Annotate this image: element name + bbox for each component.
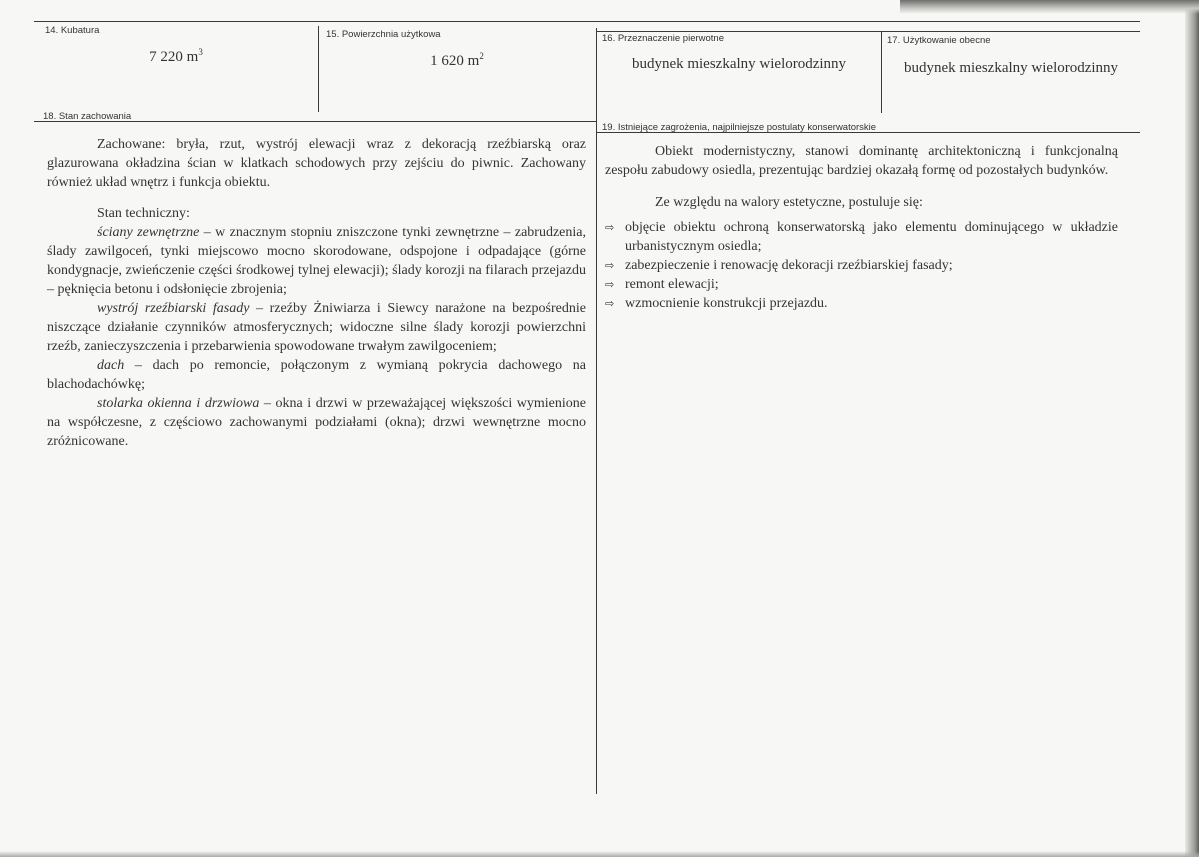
arrow-right-outline-icon: ⇨	[605, 297, 615, 310]
arrow-right-outline-icon: ⇨	[605, 221, 615, 234]
stan-item-stolarka	[47, 394, 586, 451]
zagrozenia-label: 19. Istniejące zagrożenia, najpilniejsze postulaty konserwatorskie	[602, 122, 877, 133]
uzytkowanie-value: budynek mieszkalny wielorodzinny	[903, 60, 1119, 76]
stan-item-term: stolarka okienna i drzwiowa	[97, 396, 260, 411]
przeznaczenie-value: budynek mieszkalny wielorodzinny	[631, 56, 847, 72]
postulate-item	[605, 218, 1118, 256]
top-rule	[34, 21, 1140, 22]
stan-item-text: – dach po remoncie, połączonym z wymianą pokrycia dachowego na blachodachówkę;	[47, 358, 586, 392]
stan-item-text: – rzeźby Żniwiarza i Siewcy narażone na bezpośrednie niszczące działanie czynników atmosferycznych; widoczne silne ślady korozji powierzchni rzeźb, zanieczyszczenia i przebarwienia spowodowane trwałym zawilgoceniem;	[47, 301, 586, 354]
vrule-15-16	[596, 28, 597, 794]
stan-item-dach	[47, 356, 586, 394]
kubatura-number: 7 220 m	[149, 49, 199, 65]
powierzchnia-label: 15. Powierzchnia użytkowa	[326, 29, 441, 40]
scan-edge-bottom	[0, 851, 1199, 857]
zagrozenia-postulate-intro: Ze względu na walory estetyczne, postuluje się:	[655, 195, 923, 210]
stan-tech-heading: Stan techniczny:	[97, 206, 190, 221]
postulate-item	[605, 275, 1118, 294]
kubatura-label: 14. Kubatura	[45, 25, 100, 36]
powierzchnia-exponent: 2	[479, 51, 484, 61]
stan-section	[47, 135, 586, 451]
zagrozenia-intro: Obiekt modernistyczny, stanowi dominantę architektoniczną i funkcjonalną zespołu zabudowy osiedla, prezentując bardziej okazałą formę od pozostałych budynków.	[605, 144, 1118, 178]
postulate-list	[605, 218, 1118, 313]
stan-item-sciany	[47, 223, 586, 299]
arrow-right-outline-icon: ⇨	[605, 278, 615, 291]
stan-item-wystroj	[47, 299, 586, 356]
postulate-text: objęcie obiektu ochroną konserwatorską jako elementu dominującego w układzie urbanistycznym osiedla;	[625, 220, 1118, 254]
stan-item-term: wystrój rzeźbiarski fasady	[97, 301, 250, 316]
kubatura-exponent: 3	[198, 47, 203, 57]
powierzchnia-number: 1 620 m	[430, 53, 480, 69]
postulate-text: remont elewacji;	[625, 277, 719, 292]
kubatura-value	[34, 47, 318, 66]
scan-edge-top	[900, 0, 1199, 14]
postulate-text: zabezpieczenie i renowację dekoracji rzeźbiarskiej fasady;	[625, 258, 953, 273]
rule-16-17-top	[597, 31, 1140, 32]
postulate-item	[605, 256, 1118, 275]
stan-item-term: ściany zewnętrzne	[97, 225, 200, 240]
uzytkowanie-label: 17. Użytkowanie obecne	[887, 35, 991, 46]
postulate-item	[605, 294, 1118, 313]
stan-intro: Zachowane: bryła, rzut, wystrój elewacji wraz z dekoracją rzeźbiarską oraz glazurowana okładzina ścian w klatkach schodowych przy zejściu do piwnic. Zachowany również układ wnętrz i funkcja obiektu.	[47, 137, 586, 190]
przeznaczenie-label: 16. Przeznaczenie pierwotne	[602, 33, 724, 44]
powierzchnia-value	[318, 51, 596, 70]
stan-label: 18. Stan zachowania	[43, 111, 132, 122]
stan-item-text: – okna i drzwi w przeważającej większości wymienione na współczesne, z częściowo zachowanymi podziałami (okna); drzwi wewnętrzne mocno zróżnicowane.	[47, 396, 586, 449]
postulate-text: wzmocnienie konstrukcji przejazdu.	[625, 296, 828, 311]
zagrozenia-section	[605, 142, 1118, 313]
arrow-right-outline-icon: ⇨	[605, 259, 615, 272]
stan-item-text: – w znacznym stopniu zniszczone tynki zewnętrzne – zabrudzenia, ślady zawilgoceń, tynki miejscowo mocno skorodowane, odspojone i odpadające (górne kondygnacje, zwieńczenie części środkowej tylnej elewacji); ślady korozji na filarach przejazdu – pęknięcia betonu i odsłonięcie zbrojenia;	[47, 225, 586, 297]
scan-edge-right	[1185, 0, 1199, 857]
stan-item-term: dach	[97, 358, 125, 373]
